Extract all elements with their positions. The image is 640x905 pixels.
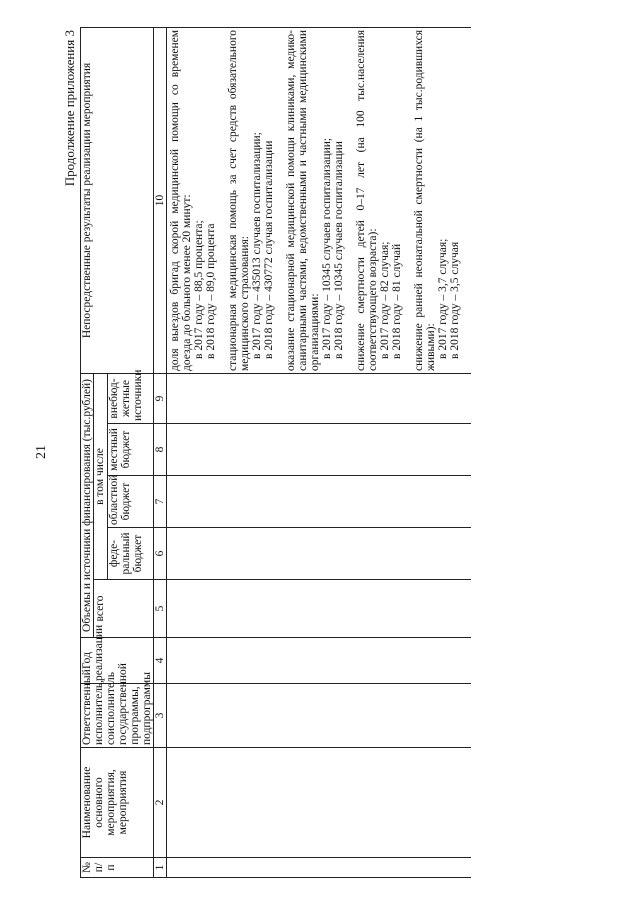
rotated-sheet [62, 28, 612, 878]
header-including: в том числе [94, 373, 108, 579]
result-block [355, 30, 403, 371]
cell-federal [167, 528, 472, 580]
header-federal: феде-ральный бюджет [108, 528, 154, 580]
column-number: 2 [154, 748, 167, 858]
cell-regional [167, 476, 472, 528]
result-item: в 2018 году – 3,5 случая [449, 241, 461, 359]
result-item: в 2017 году – 82 случая; [379, 241, 391, 359]
cell-num [167, 858, 472, 878]
appendix-note: Продолжение приложения 3 [62, 30, 77, 187]
result-item: в 2017 году – 3,7 случая; [437, 238, 449, 359]
column-number: 3 [154, 684, 167, 748]
result-item: в 2017 году – 88,5 процента; [193, 220, 205, 359]
column-number: 10 [154, 27, 167, 373]
header-local: местный бюджет [108, 424, 154, 476]
header-results: Непосредственные результаты реализации мероприятия [81, 27, 154, 373]
result-block [169, 30, 217, 371]
page-number: 21 [34, 445, 49, 459]
result-lead: стационарная медицинская помощь за счет средств обязательного медицинского страхования: [227, 29, 251, 371]
result-item: в 2017 году – 10345 случаев госпитализации; [321, 137, 333, 359]
result-item: в 2018 году – 89,0 процента [205, 223, 217, 359]
header-year: Год реализации [81, 638, 154, 684]
column-number: 6 [154, 528, 167, 580]
column-number: 4 [154, 638, 167, 684]
result-lead: оказание стационарной медицинской помощи клиниками, медико-санитарными частями, ведомственными и частными медицинскими организациями: [285, 29, 321, 371]
header-regional: областной бюджет [108, 476, 154, 528]
cell-total [167, 580, 472, 638]
header-funding-group: Объемы и источники финансирования (тыс.рублей) [81, 373, 94, 637]
result-block [413, 30, 461, 371]
cell-results [167, 27, 472, 373]
result-block [227, 30, 275, 371]
result-lead: снижение смертности детей 0–17 лет (на 100 тыс.населения соответствующего возраста): [355, 29, 379, 371]
result-item: в 2018 году – 10345 случаев госпитализации [333, 141, 345, 359]
table-row [167, 27, 472, 877]
result-item: в 2017 году – 435013 случаев госпитализации; [251, 132, 263, 359]
cell-local [167, 424, 472, 476]
cell-name [167, 748, 472, 858]
header-offbudget: внебюд-жетные источники [108, 373, 154, 423]
cell-offbudget [167, 373, 472, 423]
cell-executor [167, 684, 472, 748]
header-name: Наименование основного мероприятия, мероприятия [81, 748, 154, 858]
column-number: 8 [154, 424, 167, 476]
measures-table [80, 27, 471, 878]
result-item: в 2018 году – 430772 случая госпитализации [263, 140, 275, 359]
header-total: всего [94, 580, 154, 638]
result-item: в 2018 году – 81 случай [391, 243, 403, 359]
column-number: 7 [154, 476, 167, 528]
cell-year [167, 638, 472, 684]
column-number: 9 [154, 373, 167, 423]
result-lead: снижение ранней неонатальной смертности (на 1 тыс.родившихся живыми): [413, 29, 437, 371]
column-number-row [154, 27, 167, 877]
result-block [285, 30, 345, 371]
header-num: № п/п [81, 858, 154, 878]
header-executor: Ответственный исполнитель, соисполнитель государственной программы, подпрограммы [81, 684, 154, 748]
result-lead: доля выездов бригад скорой медицинской помощи со временем доезда до больного менее 20 минут: [169, 29, 193, 371]
column-number: 1 [154, 858, 167, 878]
column-number: 5 [154, 580, 167, 638]
